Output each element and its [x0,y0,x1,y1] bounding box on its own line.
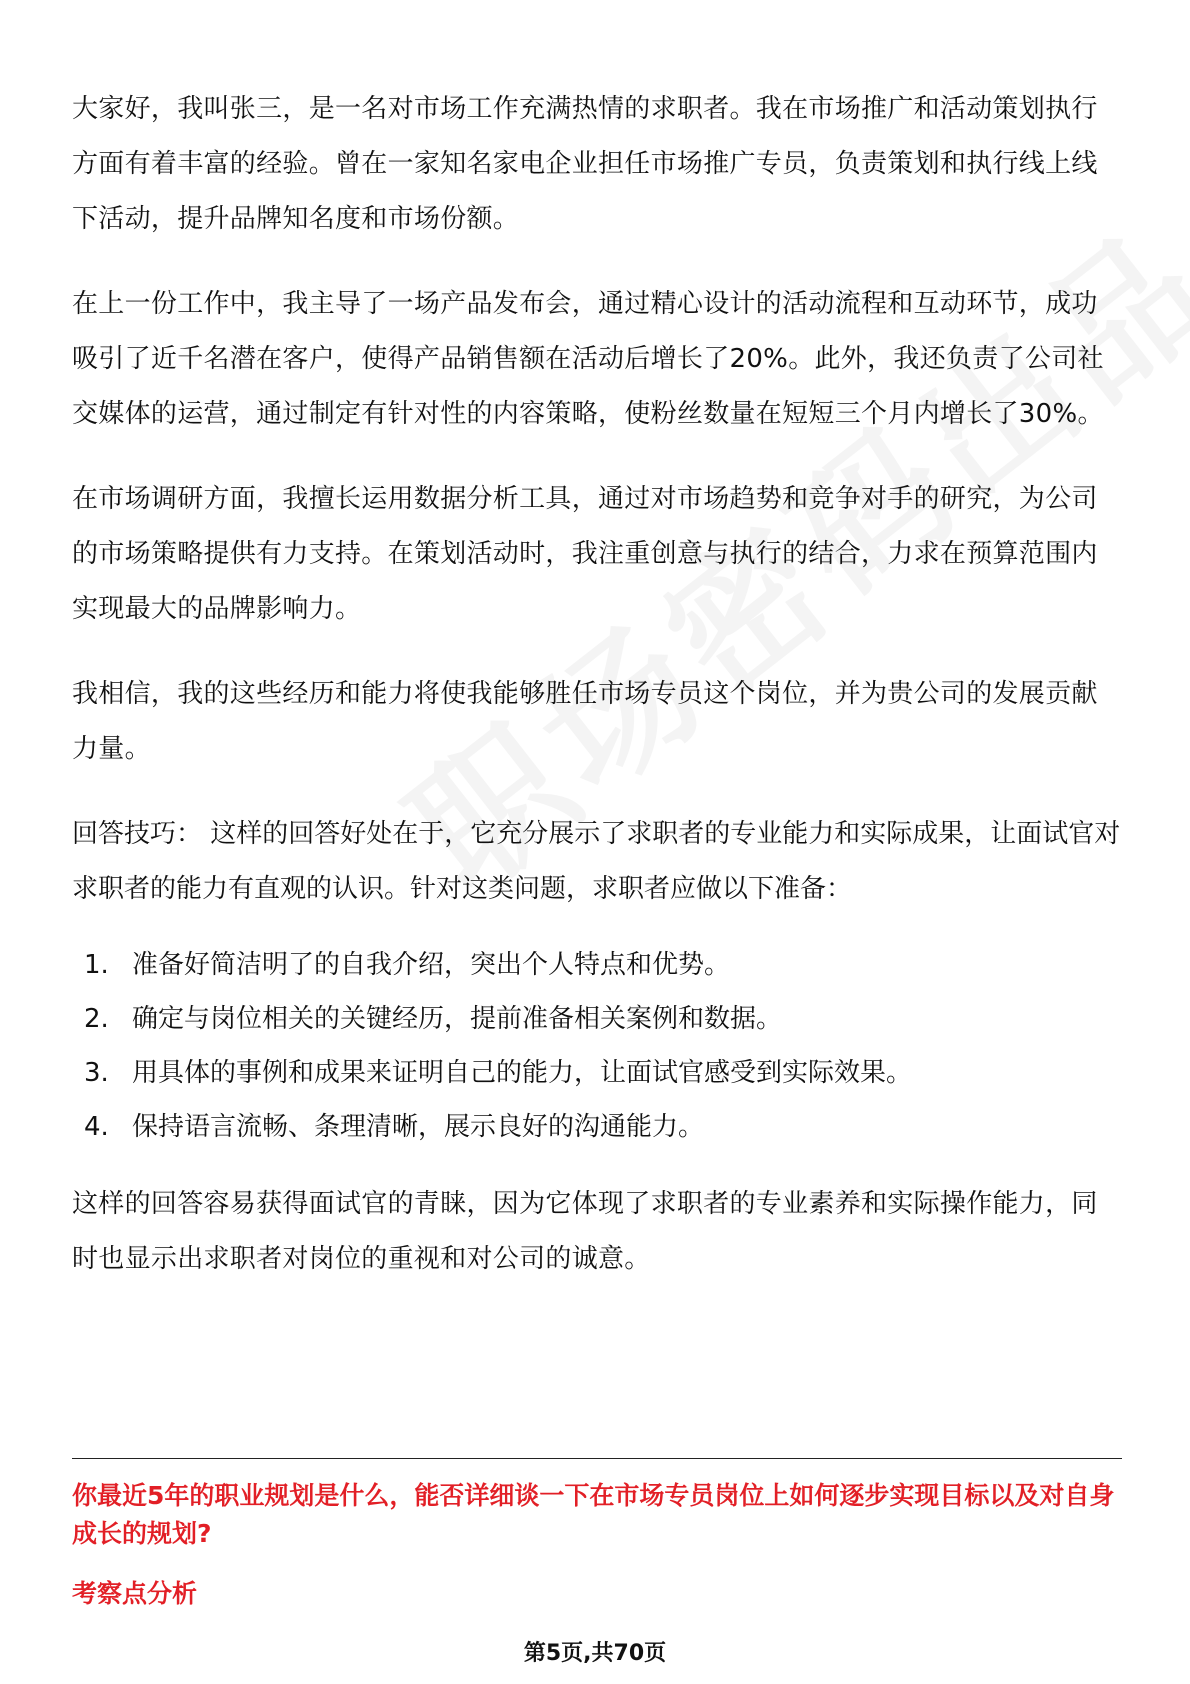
list-item [72,1003,1122,1035]
list-item-number: 2. [84,1004,109,1034]
paragraph-research: 在市场调研方面，我擅长运用数据分析工具，通过对市场趋势和竞争对手的研究，为公司的市场策略提供有力支持。在策划活动时，我注重创意与执行的结合，力求在预算范围内实现最大的品牌影响力。 [72,484,1098,624]
list-item-number: 3. [84,1058,109,1088]
list-item-number: 4. [84,1112,109,1142]
list-item-number: 1. [84,950,109,980]
next-question-heading: 你最近5年的职业规划是什么，能否详细谈一下在市场专员岗位上如何逐步实现目标以及对自身成长的规划? [72,1481,1115,1548]
list-item-text: 准备好简洁明了的自我介绍，突出个人特点和优势。 [132,950,731,980]
list-item-text: 保持语言流畅、条理清晰，展示良好的沟通能力。 [132,1112,705,1142]
paragraph-closing: 我相信，我的这些经历和能力将使我能够胜任市场专员这个岗位，并为贵公司的发展贡献力量。 [72,679,1098,764]
page-footer: 第5页,共70页 [523,1641,667,1666]
list-item [72,1057,1122,1089]
paragraph-conclusion: 这样的回答容易获得面试官的青睐，因为它体现了求职者的专业素养和实际操作能力，同时也显示出求职者对岗位的重视和对公司的诚意。 [72,1189,1098,1274]
main-content [72,82,1122,1317]
paragraph-experience: 在上一份工作中，我主导了一场产品发布会，通过精心设计的活动流程和互动环节，成功吸引了近千名潜在客户，使得产品销售额在活动后增长了20%。此外，我还负责了公司社交媒体的运营，通过制定有针对性的内容策略，使粉丝数量在短短三个月内增长了30%。 [72,289,1104,429]
section-divider [72,1458,1122,1459]
list-item [72,1111,1122,1143]
paragraph-intro: 大家好，我叫张三，是一名对市场工作充满热情的求职者。我在市场推广和活动策划执行方面有着丰富的经验。曾在一家知名家电企业担任市场推广专员，负责策划和执行线上线下活动，提升品牌知名度和市场份额。 [72,94,1098,234]
analysis-heading: 考察点分析 [72,1579,198,1608]
answer-tips: 回答技巧： 这样的回答好处在于，它充分展示了求职者的专业能力和实际成果，让面试官对求职者的能力有直观的认识。针对这类问题，求职者应做以下准备： [72,819,1121,904]
list-item-text: 确定与岗位相关的关键经历，提前准备相关案例和数据。 [132,1004,783,1034]
list-item [72,949,1122,981]
list-item-text: 用具体的事例和成果来证明自己的能力，让面试官感受到实际效果。 [132,1058,913,1088]
tips-list [72,949,1122,1143]
